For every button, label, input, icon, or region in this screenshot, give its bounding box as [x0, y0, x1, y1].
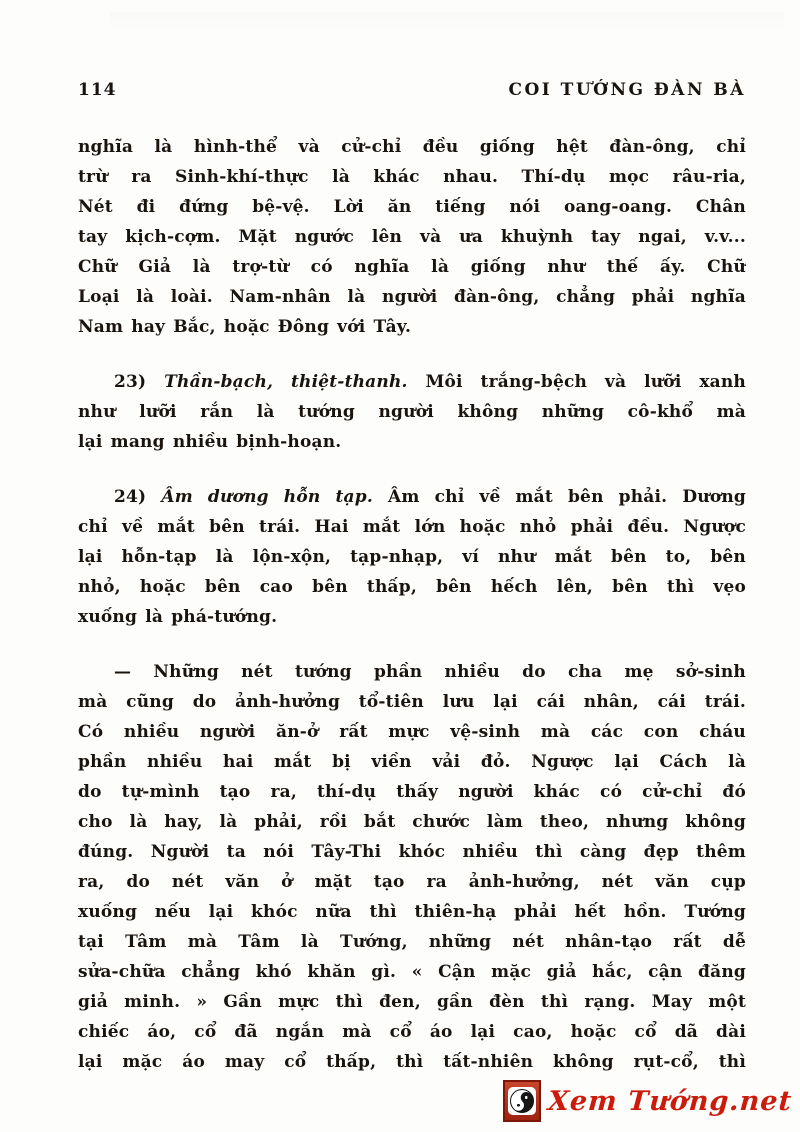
text-segment: chỉ về mắt bên trái. Hai mắt lớn hoặc nhỏ phải đều. Ngược	[78, 517, 746, 537]
text-line	[78, 132, 746, 162]
text-line	[78, 897, 746, 927]
text-segment: — Những nét tướng phần nhiều do cha mẹ sở-sinh	[114, 662, 746, 682]
text-line	[78, 602, 746, 632]
text-segment: xuống nếu lại khóc nữa thì thiên-hạ phải hết hồn. Tướng	[78, 902, 746, 922]
watermark-logo-box	[503, 1080, 541, 1122]
text-line	[78, 957, 746, 987]
text-segment: Âm chỉ về mắt bên phải. Dương	[372, 487, 746, 507]
paragraph	[78, 482, 746, 632]
text-segment: đúng. Người ta nói Tây-Thi khóc nhiều thì càng đẹp thêm	[78, 842, 746, 862]
text-line	[78, 927, 746, 957]
text-line	[78, 542, 746, 572]
paragraph	[78, 132, 746, 342]
text-segment: Thần-bạch, thiệt-thanh.	[164, 372, 408, 392]
text-segment: Nam hay Bắc, hoặc Đông với Tây.	[78, 317, 412, 337]
text-segment: do tự-mình tạo ra, thí-dụ thấy người khác có cử-chỉ đó	[78, 782, 746, 802]
text-line	[78, 867, 746, 897]
paragraph	[78, 367, 746, 457]
text-line	[78, 1017, 746, 1047]
text-line	[78, 192, 746, 222]
text-segment: mà cũng do ảnh-hưởng tổ-tiên lưu lại cái nhân, cái trái.	[78, 692, 746, 712]
text-line	[78, 807, 746, 837]
text-segment: Nét đi đứng bệ-vệ. Lời ăn tiếng nói oang-oang. Chân	[78, 197, 746, 217]
text-line	[78, 162, 746, 192]
text-line	[78, 657, 746, 687]
text-line	[78, 252, 746, 282]
text-segment: 24)	[114, 487, 162, 507]
text-line	[78, 222, 746, 252]
page-number: 114	[78, 80, 117, 100]
text-line	[78, 512, 746, 542]
text-segment: tay kịch-cợm. Mặt ngước lên và ưa khuỳnh tay ngai, v.v...	[78, 227, 746, 247]
watermark-logo-inner	[508, 1087, 536, 1115]
text-line	[78, 282, 746, 312]
text-line	[78, 367, 746, 397]
text-segment: Âm dương hỗn tạp.	[161, 487, 373, 507]
text-segment: chiếc áo, cổ đã ngắn mà cổ áo lại cao, hoặc cổ dã dài	[78, 1022, 746, 1042]
text-segment: giả minh. » Gần mực thì đen, gần đèn thì rạng. May một	[78, 992, 746, 1012]
watermark	[503, 1080, 792, 1122]
text-segment: sửa-chữa chẳng khó khăn gì. « Cận mặc giả hắc, cận đăng	[78, 962, 746, 982]
scan-shade-artifact	[110, 12, 784, 34]
text-line	[78, 837, 746, 867]
text-segment: nghĩa là hình-thể và cử-chỉ đều giống hệt đàn-ông, chỉ	[78, 137, 746, 157]
text-segment: phần nhiều hai mắt bị viền vải đỏ. Ngược lại Cách là	[78, 752, 746, 772]
text-line	[78, 427, 746, 457]
text-line	[78, 572, 746, 602]
text-segment: ra, do nét văn ở mặt tạo ra ảnh-hưởng, nét văn cụp	[78, 872, 746, 892]
text-segment: cho là hay, là phải, rồi bắt chước làm theo, nhưng không	[78, 812, 746, 832]
text-segment: Loại là loài. Nam-nhân là người đàn-ông, chẳng phải nghĩa	[78, 287, 746, 307]
page-header-title: COI TƯỚNG ĐÀN BÀ	[508, 80, 746, 100]
yin-yang-icon	[505, 1084, 539, 1118]
page-body	[78, 132, 746, 1077]
text-segment: Môi trắng-bệch và lưỡi xanh	[407, 372, 746, 392]
text-segment: Có nhiều người ăn-ở rất mực vệ-sinh mà các con cháu	[78, 722, 746, 742]
text-segment: nhỏ, hoặc bên cao bên thấp, bên hếch lên, bên thì vẹo	[78, 577, 746, 597]
text-segment: lại mang nhiều bịnh-hoạn.	[78, 432, 342, 452]
text-segment: xuống là phá-tướng.	[78, 607, 278, 627]
text-line	[78, 1047, 746, 1077]
text-segment: lại hỗn-tạp là lộn-xộn, tạp-nhạp, ví như mắt bên to, bên	[78, 547, 746, 567]
text-line	[78, 987, 746, 1017]
text-segment: Chữ Giả là trợ-từ có nghĩa là giống như thế ấy. Chữ	[78, 257, 746, 277]
text-line	[78, 747, 746, 777]
paragraph	[78, 657, 746, 1077]
text-line	[78, 687, 746, 717]
text-segment: như lưỡi rắn là tướng người không những cô-khổ mà	[78, 402, 746, 422]
text-line	[78, 717, 746, 747]
watermark-text: Xem Tướng.net	[546, 1085, 794, 1117]
text-segment: tại Tâm mà Tâm là Tướng, những nét nhân-tạo rất dễ	[78, 932, 746, 952]
text-segment: 23)	[114, 372, 165, 392]
text-line	[78, 482, 746, 512]
text-line	[78, 397, 746, 427]
text-segment: lại mặc áo may cổ thấp, thì tất-nhiên không rụt-cổ, thì	[78, 1052, 746, 1072]
text-segment: trừ ra Sinh-khí-thực là khác nhau. Thí-dụ mọc râu-ria,	[78, 167, 746, 187]
page-header	[78, 80, 746, 100]
text-line	[78, 777, 746, 807]
text-line	[78, 312, 746, 342]
